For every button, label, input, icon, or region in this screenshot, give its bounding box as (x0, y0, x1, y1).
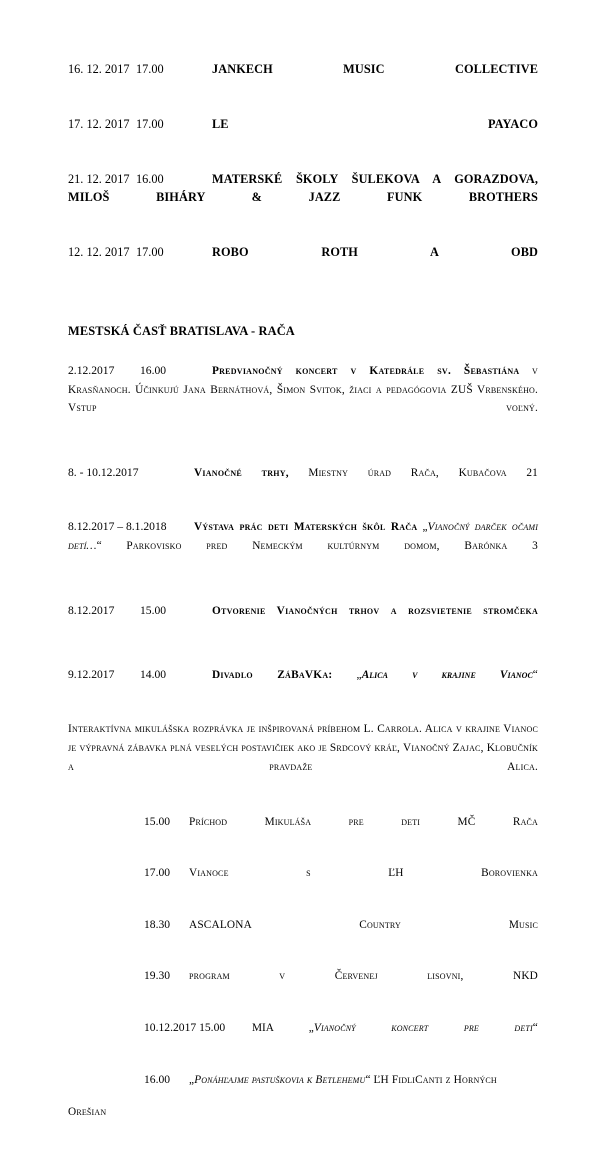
time-label: ASCALONA Country Music (189, 918, 538, 931)
entry-date: 9.12.2017 (68, 668, 115, 682)
entry-title-bold: Otvorenie Vianočných trhov a rozsvietenie stromčeka (212, 604, 538, 617)
entry-title-bold: Výstava prác deti Materských škôl Rača (194, 521, 418, 534)
final-title: Ponáhľajme pastuškovia k Betlehemu (194, 1073, 366, 1086)
time-label: Príchod Mikuláša pre deti MČ Rača (189, 815, 538, 828)
entry-title-rest: Miestny úrad Rača, Kubačova 21 (308, 466, 539, 479)
event-date: 16. 12. 2017 (68, 62, 130, 76)
time-value: 15.00 (144, 814, 171, 828)
event-row (68, 170, 538, 225)
quote-open: „ (356, 669, 362, 682)
entry-date: 8.12.2017 (68, 603, 115, 617)
entry-time: 16.00 (140, 363, 167, 377)
event-row (68, 243, 538, 280)
program-entry (68, 361, 538, 437)
program-entry (68, 517, 538, 574)
entry-title-bold: Divadlo ZáBaVKa: (212, 669, 333, 682)
entry-time: 15.00 (140, 603, 167, 617)
mia-prefix: MIA (252, 1021, 274, 1034)
time-list-item (68, 813, 538, 850)
description-paragraph: Interaktívna mikulášska rozprávka je inšpirovaná príbehom L. Carrola. Alica v krajine Vianoc je výpravná zábavka plná veselých postavičiek ako je Srdcový kráľ, Vianočný Zajac, Klobučník a pravdaže Alica. (68, 722, 538, 774)
entry-title-bold: Vianočné trhy, (194, 466, 289, 479)
time-list-item (68, 916, 538, 953)
document-content (68, 60, 538, 1154)
time-value: 19.30 (144, 969, 171, 983)
final-entry (68, 1071, 538, 1140)
entry-title-italic: Alica v krajine Vianoc (361, 669, 533, 682)
entry-title-italic: Vianočný darček očami detí… (68, 521, 539, 553)
quote-close: “ (532, 669, 538, 682)
event-date: 17. 12. 2017 (68, 116, 130, 131)
event-time: 16.00 (136, 171, 164, 186)
event-title: LE PAYACO (212, 116, 538, 131)
event-row (68, 115, 538, 152)
final-rest: ĽH FidliCanti z Horných (373, 1073, 497, 1086)
time-value: 18.30 (144, 917, 171, 931)
entry-title-bold: Predvianočný koncert v Katedrále sv. Šebastiána (212, 364, 520, 377)
program-entry (68, 463, 538, 502)
event-title: ROBO ROTH A OBD (212, 245, 538, 260)
final-time: 16.00 (144, 1072, 171, 1086)
event-date: 21. 12. 2017 (68, 171, 130, 186)
final-overflow: Orešian (68, 1106, 107, 1119)
section-heading: MESTSKÁ ČASŤ BRATISLAVA - RAČA (68, 323, 295, 338)
event-date: 12. 12. 2017 (68, 245, 130, 260)
mia-entry (68, 1019, 538, 1056)
quote-close: “ (96, 540, 102, 553)
entry-title-rest: v Krasňanoch. Účinkujú Jana Bernáthová, Šimon Svitok, žiaci a pedagógovia ZUŠ Vrbenského. Vstup voľný. (68, 364, 538, 415)
event-time: 17.00 (136, 116, 164, 131)
entry-title-rest: Parkovisko pred Nemeckým kultúrnym domom, Barónka 3 (126, 540, 539, 553)
entry-date: 2.12.2017 (68, 363, 115, 377)
quote-open: „ (189, 1073, 195, 1086)
entry-date: 8. - 10.12.2017 (68, 465, 139, 479)
quote-close: “ (532, 1021, 538, 1034)
quote-close: “ (365, 1073, 371, 1086)
event-time: 17.00 (136, 62, 164, 76)
time-label: program v Červenej lisovni, NKD (189, 970, 538, 983)
mia-time: 10.12.2017 15.00 (144, 1020, 226, 1034)
time-label: Vianoce s ĽH Borovienka (189, 867, 538, 880)
event-row (68, 60, 538, 97)
program-entry (68, 601, 538, 640)
mia-title: Vianočný koncert pre deti (313, 1021, 533, 1034)
event-time: 17.00 (136, 245, 164, 260)
event-title: MATERSKÉ ŠKOLY ŠULEKOVA A GORAZDOVA, MILOŠ BIHÁRY & JAZZ FUNK BROTHERS (68, 171, 538, 205)
quote-open: „ (422, 521, 428, 534)
program-entry (68, 665, 538, 704)
entry-date: 8.12.2017 – 8.1.2018 (68, 520, 167, 534)
quote-open: „ (308, 1021, 314, 1034)
time-value: 17.00 (144, 866, 171, 880)
time-list-item (68, 967, 538, 1004)
event-title: JANKECH MUSIC COLLECTIVE (212, 62, 538, 76)
time-list-item (68, 864, 538, 901)
entry-time: 14.00 (140, 668, 167, 682)
